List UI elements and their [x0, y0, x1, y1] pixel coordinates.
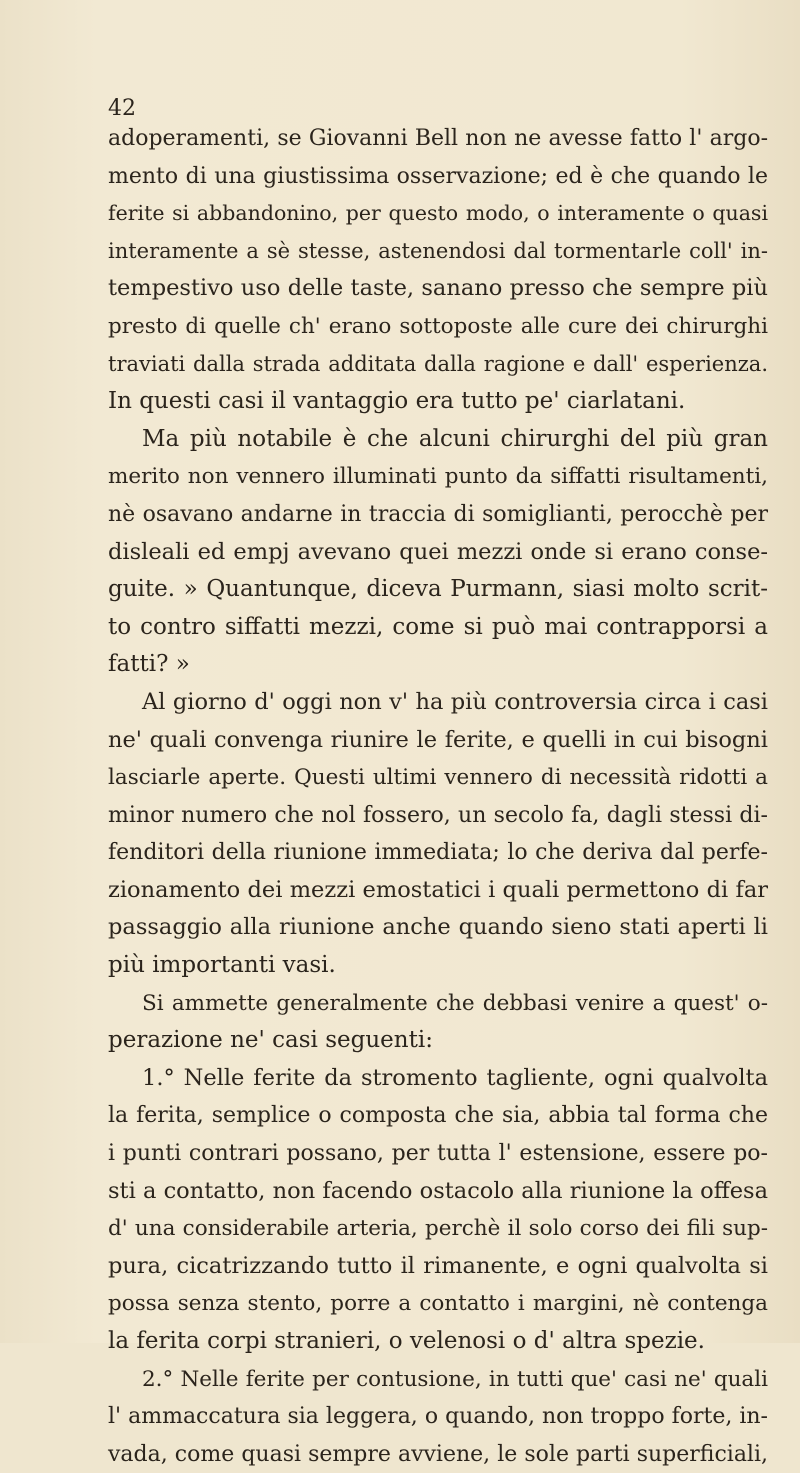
text-line: ne' quali convenga riunire le ferite, e quelli in cui bisogni — [108, 726, 768, 753]
text-line: 1.° Nelle ferite da stromento tagliente, ogni qualvolta — [142, 1064, 768, 1091]
text-line: Al giorno d' oggi non v' ha più controversia circa i casi — [142, 688, 768, 715]
text-line: In questi casi il vantaggio era tutto pe' ciarlatani. — [108, 388, 686, 415]
text-line: Ma più notabile è che alcuni chirurghi del più gran — [142, 425, 768, 452]
text-line: fatti? » — [108, 651, 190, 678]
text-line: Si ammette generalmente che debbasi venire a quest' o- — [142, 990, 768, 1016]
text-line: traviati dalla strada additata dalla ragione e dall' esperienza. — [108, 351, 768, 376]
text-line: vada, come quasi sempre avviene, le sole parti superficiali, — [108, 1441, 768, 1467]
text-line: nè osavano andarne in traccia di somiglianti, perocchè per — [108, 501, 768, 527]
text-line: mento di una giustissima osservazione; ed è che quando le — [108, 163, 768, 189]
text-line: possa senza stento, porre a contatto i margini, nè contenga — [108, 1291, 768, 1317]
text-line: to contro siffatti mezzi, come si può mai contrapporsi a — [108, 613, 768, 640]
text-line: la ferita corpi stranieri, o velenosi o d' altra spezie. — [108, 1328, 705, 1354]
text-line: i punti contrari possano, per tutta l' estensione, essere po- — [108, 1141, 768, 1167]
text-line: lasciarle aperte. Questi ultimi vennero di necessità ridotti a — [108, 765, 768, 791]
text-line: sti a contatto, non facendo ostacolo alla riunione la offesa — [108, 1177, 768, 1204]
text-line: fenditori della riunione immediata; lo che deriva dal perfe- — [108, 840, 768, 866]
page-number: 42 — [108, 96, 136, 121]
text-line: passaggio alla riunione anche quando sieno stati aperti li — [108, 914, 768, 941]
text-line: minor numero che nol fossero, un secolo fa, dagli stessi di- — [108, 802, 768, 828]
text-line: l' ammaccatura sia leggera, o quando, non troppo forte, in- — [108, 1404, 768, 1430]
text-line: guite. » Quantunque, diceva Purmann, siasi molto scrit- — [108, 576, 768, 603]
text-line: più importanti vasi. — [108, 952, 336, 979]
text-line: ferite si abbandonino, per questo modo, o interamente o quasi — [108, 201, 768, 226]
text-line: disleali ed empj avevano quei mezzi onde si erano conse- — [108, 538, 768, 565]
text-line: presto di quelle ch' erano sottoposte alle cure dei chirurghi — [108, 313, 768, 339]
text-line: d' una considerabile arteria, perchè il solo corso dei fili sup- — [108, 1216, 768, 1242]
text-line: perazione ne' casi seguenti: — [108, 1027, 433, 1054]
text-line: merito non vennero illuminati punto da siffatti risultamenti, — [108, 464, 768, 490]
text-line: pura, cicatrizzando tutto il rimanente, e ogni qualvolta si — [108, 1252, 768, 1279]
text-line: tempestivo uso delle taste, sanano presso che sempre più — [108, 275, 768, 302]
text-line: zionamento dei mezzi emostatici i quali permettono di far — [108, 876, 768, 903]
text-line: la ferita, semplice o composta che sia, abbia tal forma che — [108, 1103, 768, 1129]
text-line: adoperamenti, se Giovanni Bell non ne avesse fatto l' argo- — [108, 126, 768, 151]
body-text — [108, 120, 768, 1473]
text-line: interamente a sè stesse, astenendosi dal tormentarle coll' in- — [108, 238, 768, 263]
text-line: 2.° Nelle ferite per contusione, in tutti que' casi ne' quali — [142, 1366, 768, 1392]
